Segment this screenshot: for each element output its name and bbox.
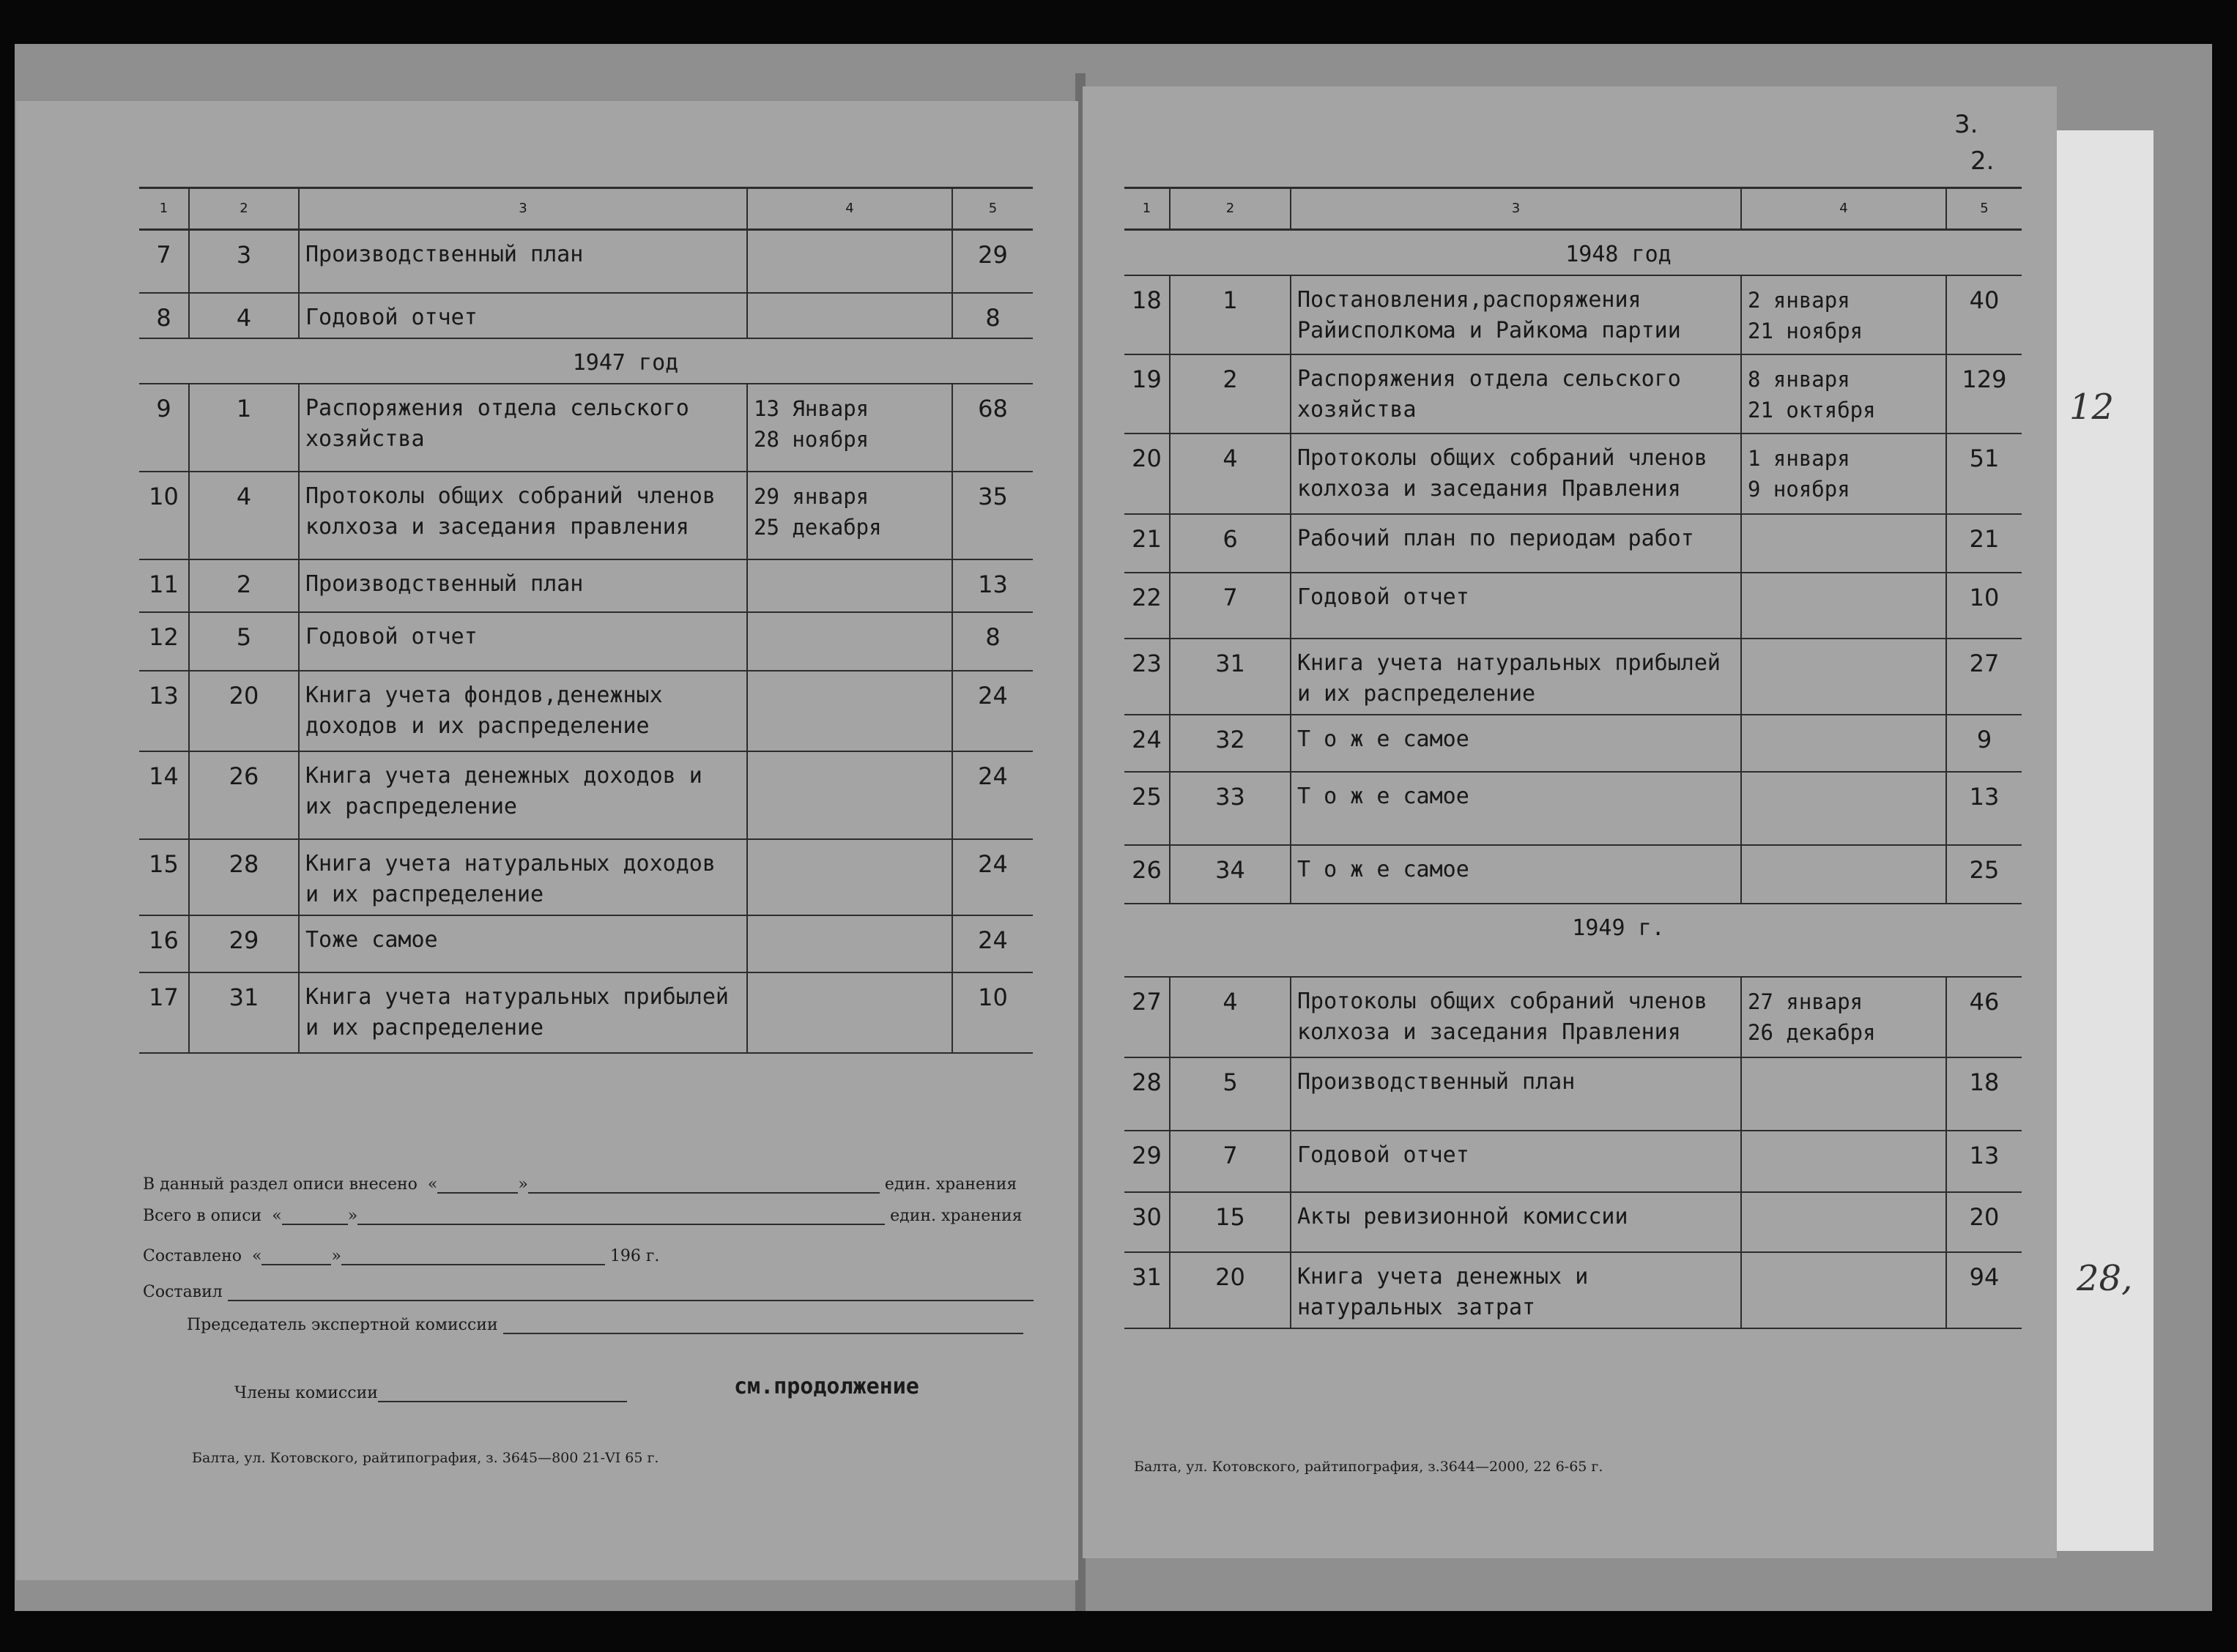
margin-note: 28,	[2077, 1258, 2133, 1299]
date-range	[747, 671, 952, 751]
column-header: 4	[747, 188, 952, 230]
table-header	[1124, 188, 2022, 230]
date-range	[747, 612, 952, 671]
case-title: Годовой отчет	[1291, 1131, 1741, 1192]
date-range	[1741, 354, 1946, 434]
table-row	[1124, 639, 2022, 715]
case-number: 7	[1170, 1131, 1291, 1192]
sheet-count: 13	[952, 559, 1033, 612]
cell-empty	[1124, 230, 1170, 276]
case-number: 5	[189, 612, 299, 671]
sheet-count: 68	[952, 384, 1033, 472]
sheet-count: 20	[1946, 1192, 2022, 1252]
case-title: Акты ревизионной комиссии	[1291, 1192, 1741, 1252]
sheet-count: 21	[1946, 514, 2022, 573]
unit-label: един. хранения	[890, 1207, 1023, 1225]
quote-open: «	[272, 1207, 282, 1225]
case-number: 28	[189, 839, 299, 915]
case-number: 32	[1170, 715, 1291, 772]
row-number: 30	[1124, 1192, 1170, 1252]
row-number: 19	[1124, 354, 1170, 434]
page-number-archive: 3.	[1954, 110, 1978, 139]
date-range	[747, 839, 952, 915]
quote-open: «	[251, 1247, 262, 1265]
case-title: Т о ж е самое	[1291, 715, 1741, 772]
quote-close: »	[518, 1175, 528, 1194]
date-range	[1741, 573, 1946, 639]
date-end: 25 декабря	[754, 514, 882, 540]
case-title: Протоколы общих собраний членов колхоза и заседания правления	[299, 472, 747, 559]
row-number: 31	[1124, 1252, 1170, 1328]
row-number: 7	[139, 230, 189, 293]
sheet-count: 10	[952, 972, 1033, 1053]
row-number: 15	[139, 839, 189, 915]
sheet-count: 129	[1946, 354, 2022, 434]
left-imprint: Балта, ул. Котовского, райтипография, з. 3645—800 21-VI 65 г.	[192, 1450, 659, 1466]
left-inventory-table	[139, 187, 1033, 1054]
row-number: 29	[1124, 1131, 1170, 1192]
date-start: 29 января	[754, 483, 869, 509]
cell-empty	[952, 338, 1033, 384]
table-row	[139, 612, 1033, 671]
case-number: 3	[189, 230, 299, 293]
table-row	[139, 293, 1033, 338]
row-number: 24	[1124, 715, 1170, 772]
date-range	[1741, 977, 1946, 1057]
case-number: 31	[1170, 639, 1291, 715]
case-title: Годовой отчет	[299, 293, 747, 338]
date-range	[747, 751, 952, 839]
case-number: 20	[189, 671, 299, 751]
case-number: 4	[1170, 434, 1291, 514]
date-range	[1741, 1131, 1946, 1192]
date-range	[1741, 772, 1946, 845]
case-title: Книга учета натуральных прибылей и их распределение	[1291, 639, 1741, 715]
cell-empty	[1946, 904, 2022, 977]
row-number: 28	[1124, 1057, 1170, 1131]
row-number: 21	[1124, 514, 1170, 573]
table-row	[1124, 1252, 2022, 1328]
date-range	[1741, 1192, 1946, 1252]
case-number: 1	[189, 384, 299, 472]
sheet-count: 13	[1946, 1131, 2022, 1192]
table-row	[139, 915, 1033, 972]
case-title: Рабочий план по периодам работ	[1291, 514, 1741, 573]
date-range	[1741, 275, 1946, 354]
date-range	[747, 293, 952, 338]
case-title: Производственный план	[1291, 1057, 1741, 1131]
column-header: 3	[299, 188, 747, 230]
column-header: 1	[1124, 188, 1170, 230]
right-imprint: Балта, ул. Котовского, райтипография, з.3644—2000, 22 6-65 г.	[1134, 1459, 1603, 1475]
date-range	[747, 384, 952, 472]
case-title: Протоколы общих собраний членов колхоза и заседания Правления	[1291, 434, 1741, 514]
continuation-note: см.продолжение	[734, 1374, 919, 1399]
sheet-count: 46	[1946, 977, 2022, 1057]
sheet-count: 8	[952, 612, 1033, 671]
date-range	[747, 972, 952, 1053]
right-inventory-table	[1124, 187, 2022, 1329]
footer-line-compiled	[143, 1247, 659, 1265]
cell-empty	[189, 338, 299, 384]
case-title: Тоже самое	[299, 915, 747, 972]
sheet-count: 94	[1946, 1252, 2022, 1328]
table-row	[1124, 514, 2022, 573]
case-title: Распоряжения отдела сельского хозяйства	[1291, 354, 1741, 434]
case-number: 4	[1170, 977, 1291, 1057]
row-number: 10	[139, 472, 189, 559]
case-title: Годовой отчет	[1291, 573, 1741, 639]
row-number: 17	[139, 972, 189, 1053]
case-title: Книга учета натуральных прибылей и их распределение	[299, 972, 747, 1053]
footer-line-chairman	[187, 1316, 1023, 1334]
unit-label: един. хранения	[884, 1175, 1017, 1194]
case-number: 15	[1170, 1192, 1291, 1252]
date-end: 21 октября	[1748, 398, 1876, 423]
sheet-count: 18	[1946, 1057, 2022, 1131]
date-range	[1741, 845, 1946, 904]
case-title: Производственный план	[299, 559, 747, 612]
entered-label: В данный раздел описи внесено	[143, 1175, 418, 1194]
row-number: 20	[1124, 434, 1170, 514]
date-start: 27 января	[1748, 989, 1863, 1014]
date-end: 26 декабря	[1748, 1020, 1876, 1045]
members-label: Члены комиссии	[234, 1384, 378, 1402]
year-heading: 1948 год	[1291, 230, 1946, 276]
table-row	[139, 384, 1033, 472]
column-header: 5	[1946, 188, 2022, 230]
case-number: 1	[1170, 275, 1291, 354]
row-number: 13	[139, 671, 189, 751]
year-heading: 1949 г.	[1291, 904, 1946, 977]
date-start: 13 Января	[754, 395, 869, 421]
table-row	[1124, 1057, 2022, 1131]
case-title: Т о ж е самое	[1291, 772, 1741, 845]
quote-open: «	[427, 1175, 438, 1194]
sheet-count: 13	[1946, 772, 2022, 845]
date-end: 9 ноября	[1748, 477, 1850, 502]
sheet-count: 35	[952, 472, 1033, 559]
compiler-label: Составил	[143, 1283, 223, 1301]
date-end: 28 ноября	[754, 426, 869, 452]
date-range	[1741, 434, 1946, 514]
year-heading-row	[1124, 904, 2022, 977]
left-table-body	[139, 188, 1033, 1053]
cell-empty	[1946, 230, 2022, 276]
sheet-count: 25	[1946, 845, 2022, 904]
row-number: 9	[139, 384, 189, 472]
row-number: 26	[1124, 845, 1170, 904]
date-start: 8 января	[1748, 367, 1850, 392]
case-number: 34	[1170, 845, 1291, 904]
date-range	[1741, 639, 1946, 715]
sheet-count: 29	[952, 230, 1033, 293]
case-number: 2	[189, 559, 299, 612]
column-header: 4	[1741, 188, 1946, 230]
column-header: 1	[139, 188, 189, 230]
total-label: Всего в описи	[143, 1207, 262, 1225]
back-sheet	[2047, 130, 2153, 1551]
compiled-label: Составлено	[143, 1247, 242, 1265]
sheet-count: 40	[1946, 275, 2022, 354]
case-title: Распоряжения отдела сельского хозяйства	[299, 384, 747, 472]
table-row	[1124, 977, 2022, 1057]
margin-note: 12	[2069, 387, 2115, 428]
row-number: 8	[139, 293, 189, 338]
footer-line-members	[234, 1384, 627, 1402]
sheet-count: 8	[952, 293, 1033, 338]
date-start: 2 января	[1748, 288, 1850, 313]
cell-empty	[139, 338, 189, 384]
footer-line-compiler	[143, 1283, 1034, 1301]
case-number: 7	[1170, 573, 1291, 639]
footer-line-total	[143, 1207, 1023, 1225]
quote-close: »	[347, 1207, 358, 1225]
date-range	[1741, 514, 1946, 573]
case-title: Книга учета фондов,денежных доходов и их распределение	[299, 671, 747, 751]
case-number: 29	[189, 915, 299, 972]
date-range	[1741, 1252, 1946, 1328]
sheet-count: 9	[1946, 715, 2022, 772]
table-row	[139, 751, 1033, 839]
case-title: Книга учета денежных и натуральных затрат	[1291, 1252, 1741, 1328]
table-row	[1124, 1192, 2022, 1252]
case-number: 6	[1170, 514, 1291, 573]
row-number: 16	[139, 915, 189, 972]
column-header: 2	[1170, 188, 1291, 230]
case-title: Годовой отчет	[299, 612, 747, 671]
case-title: Протоколы общих собраний членов колхоза и заседания Правления	[1291, 977, 1741, 1057]
sheet-count: 24	[952, 671, 1033, 751]
year-heading: 1947 год	[299, 338, 952, 384]
page-number: 2.	[1970, 146, 1995, 176]
quote-close: »	[331, 1247, 341, 1265]
table-row	[139, 559, 1033, 612]
case-title: Т о ж е самое	[1291, 845, 1741, 904]
year-label: 196 г.	[609, 1247, 660, 1265]
case-title: Производственный план	[299, 230, 747, 293]
date-end: 21 ноября	[1748, 319, 1863, 343]
case-number: 5	[1170, 1057, 1291, 1131]
table-row	[1124, 434, 2022, 514]
row-number: 27	[1124, 977, 1170, 1057]
cell-empty	[1124, 904, 1170, 977]
year-heading-row	[139, 338, 1033, 384]
row-number: 22	[1124, 573, 1170, 639]
sheet-count: 24	[952, 839, 1033, 915]
date-range	[747, 915, 952, 972]
date-range	[747, 230, 952, 293]
table-row	[1124, 354, 2022, 434]
column-header: 3	[1291, 188, 1741, 230]
date-start: 1 января	[1748, 446, 1850, 471]
table-header	[139, 188, 1033, 230]
footer-line-entered	[143, 1175, 1017, 1194]
row-number: 12	[139, 612, 189, 671]
case-number: 26	[189, 751, 299, 839]
column-header: 2	[189, 188, 299, 230]
sheet-count: 27	[1946, 639, 2022, 715]
row-number: 18	[1124, 275, 1170, 354]
table-row	[1124, 1131, 2022, 1192]
table-row	[1124, 715, 2022, 772]
row-number: 14	[139, 751, 189, 839]
row-number: 11	[139, 559, 189, 612]
cell-empty	[1170, 230, 1291, 276]
table-row	[1124, 845, 2022, 904]
case-number: 4	[189, 293, 299, 338]
cell-empty	[1170, 904, 1291, 977]
case-title: Книга учета денежных доходов и их распределение	[299, 751, 747, 839]
sheet-count: 24	[952, 751, 1033, 839]
table-row	[1124, 573, 2022, 639]
table-row	[1124, 772, 2022, 845]
case-title: Постановления,распоряжения Райисполкома и Райкома партии	[1291, 275, 1741, 354]
case-number: 4	[189, 472, 299, 559]
date-range	[747, 472, 952, 559]
date-range	[1741, 1057, 1946, 1131]
table-row	[139, 472, 1033, 559]
table-row	[139, 839, 1033, 915]
case-title: Книга учета натуральных доходов и их распределение	[299, 839, 747, 915]
year-heading-row	[1124, 230, 2022, 276]
date-range	[1741, 715, 1946, 772]
case-number: 31	[189, 972, 299, 1053]
sheet-count: 24	[952, 915, 1033, 972]
chairman-label: Председатель экспертной комиссии	[187, 1316, 498, 1334]
table-row	[139, 972, 1033, 1053]
date-range	[747, 559, 952, 612]
sheet-count: 10	[1946, 573, 2022, 639]
sheet-count: 51	[1946, 434, 2022, 514]
case-number: 33	[1170, 772, 1291, 845]
row-number: 23	[1124, 639, 1170, 715]
table-row	[139, 230, 1033, 293]
column-header: 5	[952, 188, 1033, 230]
case-number: 20	[1170, 1252, 1291, 1328]
table-row	[139, 671, 1033, 751]
row-number: 25	[1124, 772, 1170, 845]
table-row	[1124, 275, 2022, 354]
right-table-body	[1124, 188, 2022, 1329]
case-number: 2	[1170, 354, 1291, 434]
